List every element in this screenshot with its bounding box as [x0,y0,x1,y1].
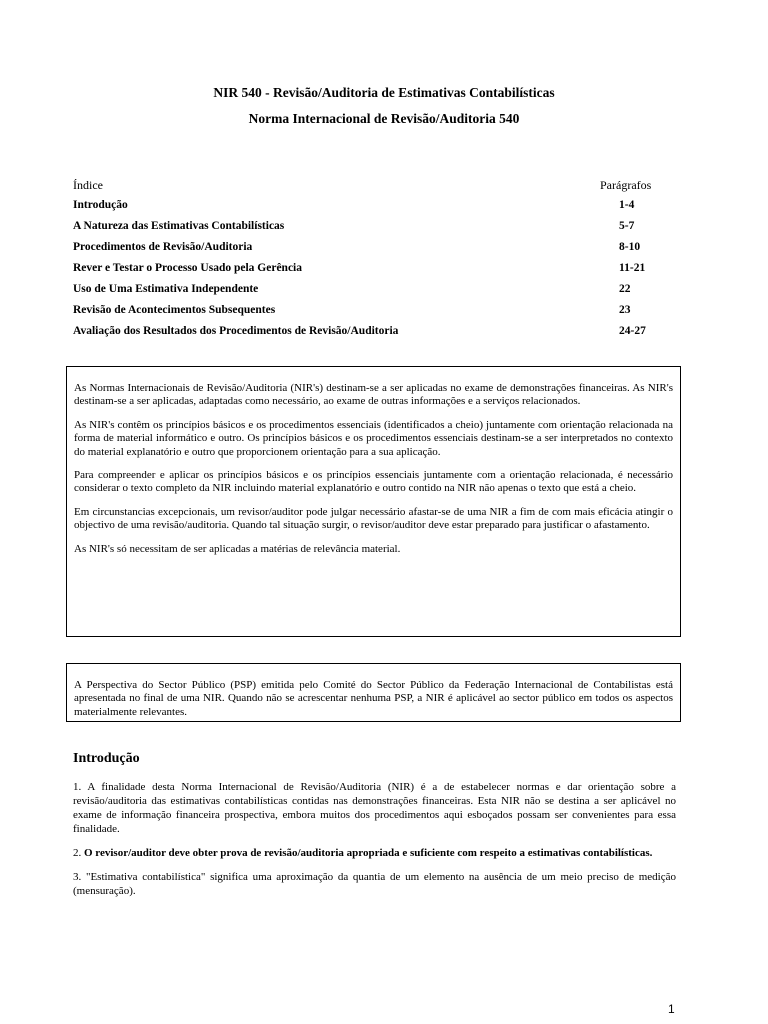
toc-entry[interactable] [73,199,683,220]
toc-paragraphs-label: Parágrafos [600,178,652,192]
nir-notice-box [66,366,681,637]
paragraph-2-number: 2. [73,847,82,859]
toc-entry[interactable] [73,220,683,241]
notice-paragraph: As NIR's só necessitam de ser aplicadas a matérias de relevância material. [74,542,401,555]
notice-paragraph: As NIR's contêm os princípios básicos e os procedimentos essenciais (identificados a cheio) juntamente com orientação relacionada na forma de material informático e outro. Os princípios básicos e os procedimentos essenciais destinam-se a ser interpretados no contexto do material explanatório e outro que proporcionem orientação para a sua aplicação. [74,418,673,458]
psp-paragraph: A Perspectiva do Sector Público (PSP) emitida pelo Comité do Sector Público da Federação Internacional de Contabilistas está apresentada no final de uma NIR. Quando não se acrescentar nenhuma PSP, a NIR é aplicável ao sector público em todos os aspectos materialmente relevantes. [74,679,673,718]
toc-entry[interactable] [73,325,683,346]
toc-entry-label: Procedimentos de Revisão/Auditoria [73,241,253,253]
toc-entry-paragraphs: 24-27 [619,325,646,337]
toc-entry-label: Uso de Uma Estimativa Independente [73,283,259,295]
document-title: NIR 540 - Revisão/Auditoria de Estimativas Contabilísticas [213,85,555,100]
toc-entry-paragraphs: 5-7 [619,220,635,232]
paragraph-2-bold-text: O revisor/auditor deve obter prova de revisão/auditoria apropriada e suficiente com respeito a estimativas contabilísticas. [84,847,653,859]
toc-entry-paragraphs: 22 [619,283,631,295]
introduction-heading: Introdução [73,751,140,766]
toc-entry-paragraphs: 8-10 [619,241,641,253]
notice-paragraph: Em circunstancias excepcionais, um revisor/auditor pode julgar necessário afastar-se de uma NIR a fim de com mais eficácia atingir o objectivo de uma revisão/auditoria. Quando tal situação surgir, o revisor/auditor deve estar preparado para justificar o afastamento. [74,505,673,532]
public-sector-perspective-box [66,663,681,722]
paragraph-2 [73,846,676,860]
document-subtitle: Norma Internacional de Revisão/Auditoria 540 [248,111,520,126]
toc-entry-paragraphs: 23 [619,304,631,316]
table-of-contents [73,199,683,346]
toc-entry-label: Avaliação dos Resultados dos Procedimentos de Revisão/Auditoria [73,325,399,337]
notice-paragraph: As Normas Internacionais de Revisão/Auditoria (NIR's) destinam-se a ser aplicadas no exame de demonstrações financeiras. As NIR's destinam-se a ser aplicadas, adaptadas como necessário, ao exame de outras informações e a serviços relacionados. [74,382,673,408]
notice-paragraph: Para compreender e aplicar os princípios básicos e os princípios essenciais juntamente com a orientação relacionada, é necessário considerar o texto completo da NIR incluindo material explanatório e outro contido na NIR não apenas o texto que está a cheio. [74,469,673,495]
toc-entry[interactable] [73,304,683,325]
page-number: 1 [668,1002,675,1016]
introduction-body [73,780,676,908]
toc-entry[interactable] [73,283,683,304]
paragraph-3: 3. "Estimativa contabilística" significa uma aproximação da quantia de um elemento na ausência de um meio preciso de medição (mensuração). [73,871,676,897]
toc-entry-label: Rever e Testar o Processo Usado pela Gerência [73,262,303,274]
toc-entry-label: Introdução [73,199,128,211]
toc-entry-paragraphs: 1-4 [619,199,635,211]
paragraph-1: 1. A finalidade desta Norma Internacional de Revisão/Auditoria (NIR) é a de estabelecer normas e dar orientação sobre a revisão/auditoria das estimativas contabilísticas contidas nas demonstrações financeiras. Esta NIR não se destina a ser aplicável no exame de informação financeira prospectiva, embora muitos dos procedimentos aqui esboçados possam ser convenientes para essa finalidade. [73,781,676,835]
toc-entry-label: Revisão de Acontecimentos Subsequentes [73,304,276,316]
toc-entry-paragraphs: 11-21 [619,262,646,274]
toc-index-label: Índice [73,178,103,192]
toc-entry-label: A Natureza das Estimativas Contabilísticas [73,220,285,232]
toc-entry[interactable] [73,241,683,262]
toc-entry[interactable] [73,262,683,283]
